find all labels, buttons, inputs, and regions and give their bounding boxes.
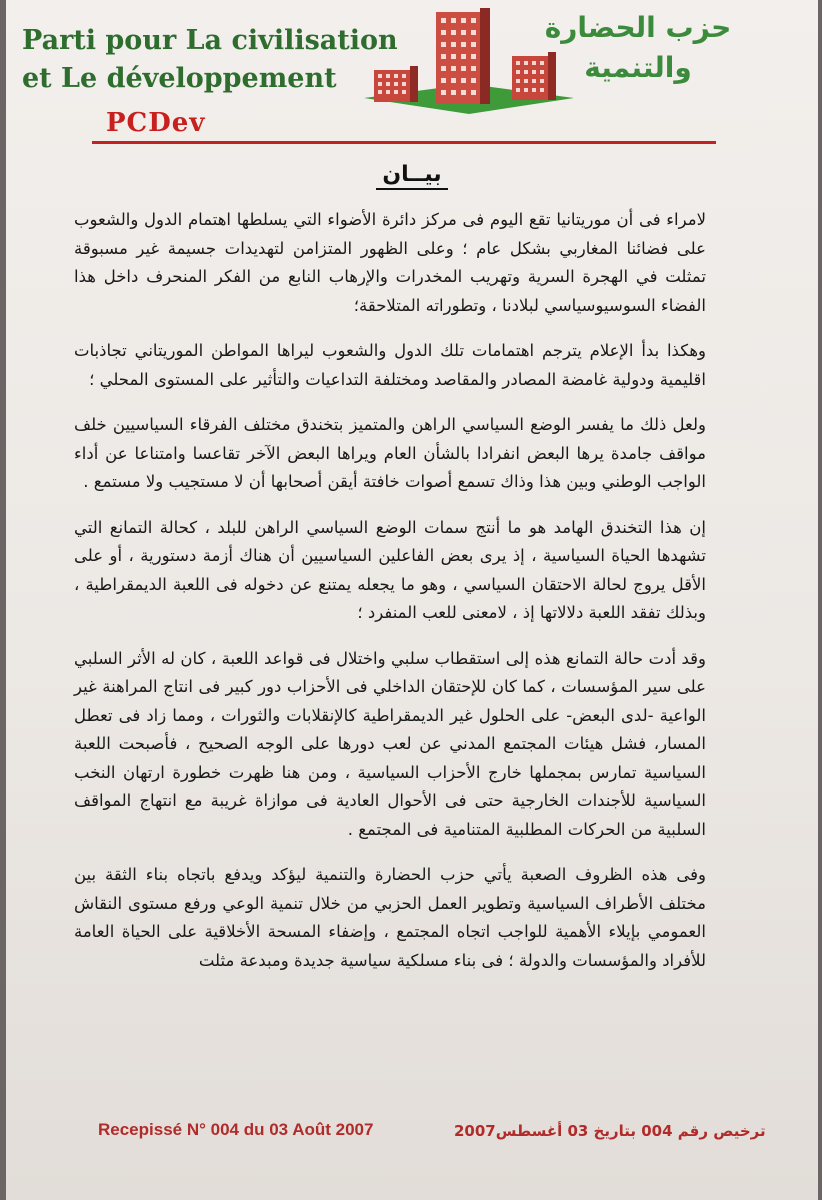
- receipt-french: Recepissé N° 004 du 03 Août 2007: [98, 1120, 374, 1139]
- party-name-arabic-line2: والتنمية: [584, 51, 692, 84]
- document-page: [6, 0, 818, 1200]
- logo-building-tall: [436, 8, 490, 104]
- receipt-arabic: ترخيص رقم 004 بتاريخ 03 أغسطس2007: [454, 1122, 766, 1140]
- statement-title: [6, 162, 818, 187]
- header-divider: [92, 141, 716, 144]
- party-abbreviation: PCDev: [106, 108, 206, 138]
- party-name-arabic-line1: حزب الحضارة: [544, 11, 732, 44]
- party-name-arabic: [528, 8, 748, 88]
- logo-building-left: [374, 66, 418, 102]
- paragraph: وفى هذه الظروف الصعبة يأتي حزب الحضارة والتنمية ليؤكد ويدفع باتجاه بناء الثقة بين مختلف الأطراف السياسية وتطوير العمل الحزبي من خلال تنمية الوعي ورفع مستوى النقاش العمومي بإيلاء الأهمية للواجب اتجاه المجتمع ، وإضفاء المسحة الأخلاقية على الحياة العامة للأفراد والمؤسسات والدولة ؛ فى بناء مسلكية سياسية جديدة ومبدعة مثلت: [74, 865, 706, 970]
- paragraph: إن هذا التخندق الهامد هو ما أنتج سمات الوضع السياسي الراهن للبلد ، كحالة التمانع التي تشهدها الحياة السياسية ، إذ يرى بعض الفاعلين السياسيين أن هناك أزمة دستورية ، أو على الأقل يروج لحالة الاحتقان السياسي ، وهو ما يجعله يمتنع عن دخوله فى اللعبة الديمقراطية ، وبذلك تفقد اللعبة دلالاتها إذ ، لامعنى للعب المنفرد ؛: [74, 517, 706, 622]
- party-name-french: [22, 22, 422, 98]
- party-name-french-line1: Parti pour La civilisation: [22, 25, 398, 56]
- paragraph: لامراء فى أن موريتانيا تقع اليوم فى مركز دائرة الأضواء التي يسلطها اهتمام الدول والشعوب على فضائنا المغاربي بشكل عام ؛ وعلى الظهور المتزامن لتهديدات جسيمة غير مسبوقة تمثلت في الهجرة السرية وتهريب المخدرات والإرهاب النابع من الفكر المنحرف داخل هذا الفضاء السوسيوسياسي لبلادنا ، وتطوراته المتلاحقة؛: [74, 210, 706, 315]
- paragraph: ولعل ذلك ما يفسر الوضع السياسي الراهن والمتميز بتخندق مختلف الفرقاء السياسيين خلف مواقف جامدة يرها البعض انفرادا بالشأن العام ويراها البعض الآخر تقاعسا وامتناعا عن أداء الواجب الوطني وبين هذا وذاك تسمع أصوات خافتة أيقن أصحابها أن لا مستجيب ولا مستمع .: [74, 415, 706, 491]
- statement-body: [74, 206, 706, 992]
- party-name-french-line2: et Le développement: [22, 63, 337, 94]
- paragraph: وقد أدت حالة التمانع هذه إلى استقطاب سلبي واختلال فى قواعد اللعبة ، كان له الأثر السلبي على سير المؤسسات ، كما كان للإحتقان الداخلي فى الأحزاب دور كبير فى انتاج المراهنة غير الواعية -لدى البعض- على الحلول غير الديمقراطية كالإنقلابات والثورات ، ومما زاد فى تعطل المسار، فشل هيئات المجتمع المدني عن لعب دورها على الوجه الصحيح ، فأصبحت اللعبة السياسية تمارس بمجملها خارج الأحزاب السياسية ، ومن هنا ظهرت خطورة ارتهان النخب السياسية للأجندات الخارجية حتى فى الأحوال العادية فى موازاة غريبة مع انتهاج المواقف السلبية من الحركات المطلبية المتنامية فى المجتمع .: [74, 648, 706, 839]
- statement-title-text: بيــان: [376, 162, 447, 190]
- paragraph: وهكذا بدأ الإعلام يترجم اهتمامات تلك الدول والشعوب ليراها المواطن الموريتاني تجاذبات اقليمية ودولية غامضة المصادر والمقاصد ومختلفة التداعيات والتأثير على المستوى المحلي ؛: [74, 341, 706, 389]
